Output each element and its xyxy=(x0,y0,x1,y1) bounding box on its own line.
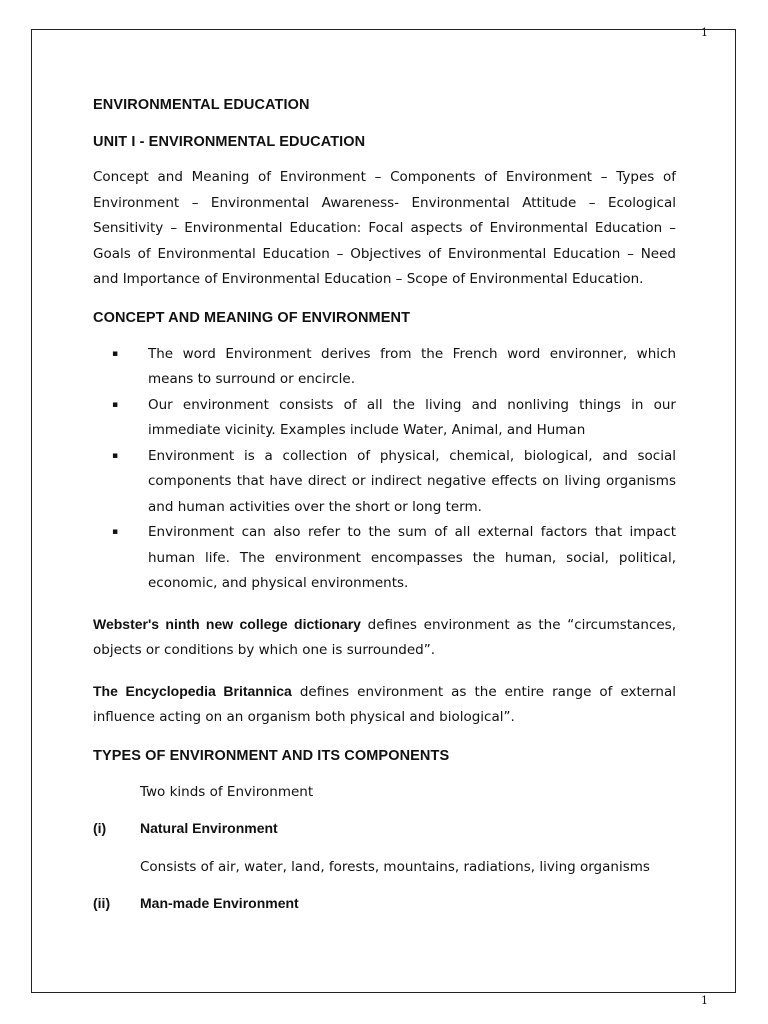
concept-bullet-list xyxy=(93,342,676,597)
bullet-item xyxy=(93,520,676,597)
page-number-top: 1 xyxy=(701,26,708,39)
britannica-definition xyxy=(93,679,676,731)
type-label: Natural Environment xyxy=(140,819,278,836)
document-body xyxy=(93,97,676,915)
page-number-bottom: 1 xyxy=(701,994,708,1007)
bullet-item xyxy=(93,342,676,393)
webster-source: Webster's ninth new college dictionary xyxy=(93,615,361,632)
document-title: ENVIRONMENTAL EDUCATION xyxy=(93,97,310,113)
bullet-text: Environment can also refer to the sum of all external factors that impact human life. The environment encompasses the human, social, political, economic, and physical environments. xyxy=(148,524,676,591)
concept-heading: CONCEPT AND MEANING OF ENVIRONMENT xyxy=(93,309,411,326)
syllabus-paragraph: Concept and Meaning of Environment – Components of Environment – Types of Environment – Environmental Awareness- Environmental Attitude – Ecological Sensitivity – Environmental Education: Focal aspects of Environmental Education – Goals of Environmental Education – Objectives of Environmental Education – Need and Importance of Environmental Education – Scope of Environmental Education. xyxy=(93,169,676,287)
type-label: Man-made Environment xyxy=(140,894,299,911)
britannica-text: defines environment as the entire range of external influence acting on an organism both physical and biological”. xyxy=(93,683,676,725)
webster-text: defines environment as the “circumstances, objects or conditions by which one is surrounded”. xyxy=(93,616,676,658)
square-bullet-icon: ▪ xyxy=(112,527,119,537)
bullet-text: Our environment consists of all the living and nonliving things in our immediate vicinity. Examples include Water, Animal, and Human xyxy=(148,396,676,438)
type-item-man-made xyxy=(93,895,676,915)
bullet-item xyxy=(93,393,676,444)
type-description: Consists of air, water, land, forests, mountains, radiations, living organisms xyxy=(140,858,650,875)
types-intro: Two kinds of Environment xyxy=(140,783,314,800)
square-bullet-icon: ▪ xyxy=(112,450,119,461)
webster-definition xyxy=(93,612,676,664)
square-bullet-icon: ▪ xyxy=(112,348,119,359)
square-bullet-icon: ▪ xyxy=(112,399,119,410)
type-number: (i) xyxy=(93,819,107,836)
types-heading: TYPES OF ENVIRONMENT AND ITS COMPONENTS xyxy=(93,747,450,764)
type-number: (ii) xyxy=(93,894,111,911)
bullet-text: The word Environment derives from the French word environner, which means to surround or encircle. xyxy=(148,345,676,387)
bullet-text: Environment is a collection of physical, chemical, biological, and social components that have direct or indirect negative effects on living organisms and human activities over the short or long term. xyxy=(148,447,676,515)
britannica-source: The Encyclopedia Britannica xyxy=(93,682,292,699)
unit-title: UNIT I - ENVIRONMENTAL EDUCATION xyxy=(93,134,366,150)
type-item-natural xyxy=(93,820,676,840)
bullet-item xyxy=(93,444,676,521)
